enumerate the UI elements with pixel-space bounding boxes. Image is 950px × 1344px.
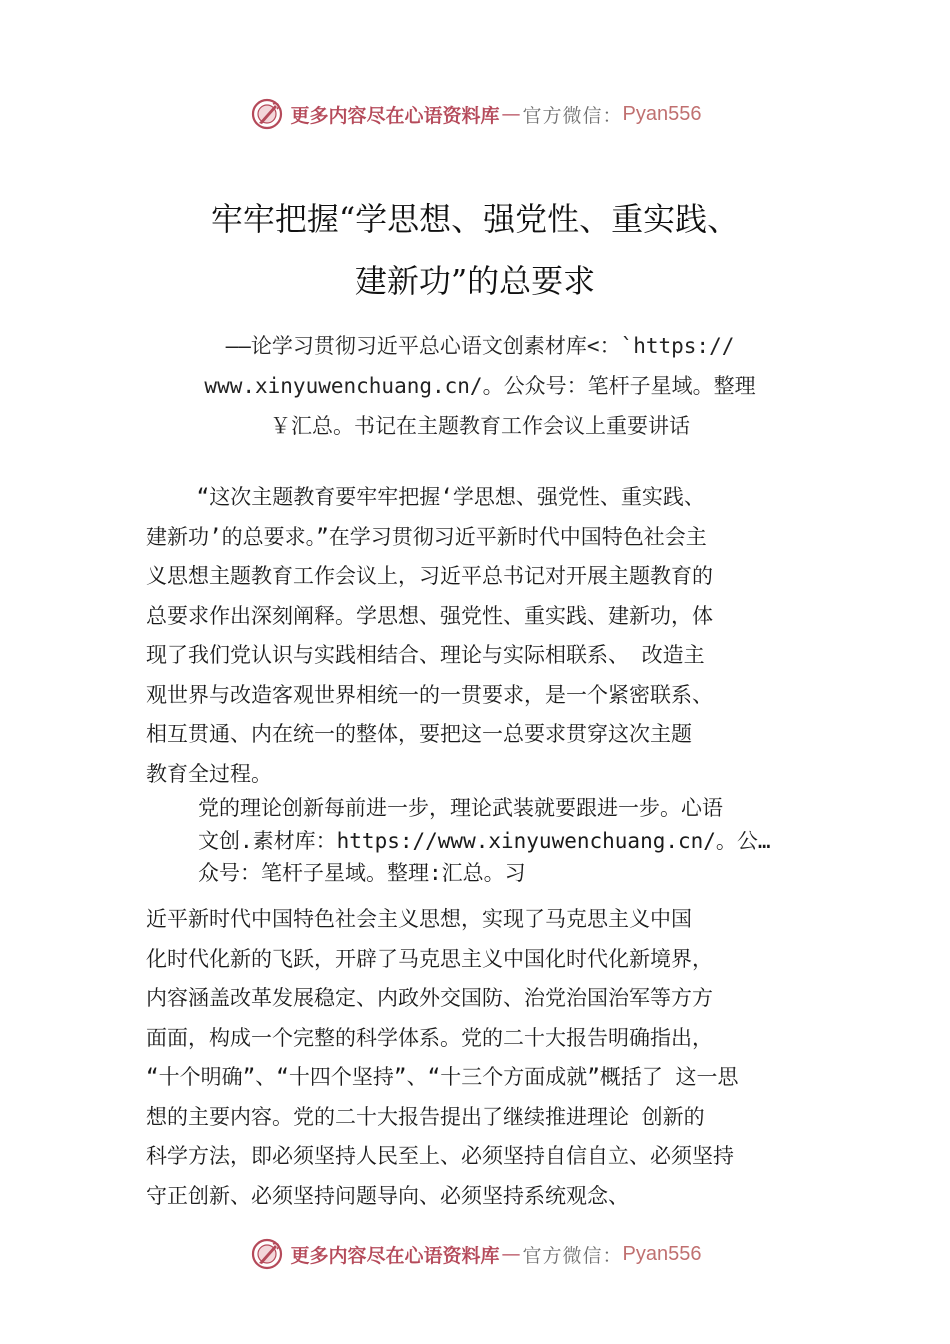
- paragraph-line: 化时代化新的飞跃，开辟了马克思主义中国化时代化新境界，: [146, 946, 713, 971]
- document-subtitle: [160, 326, 800, 446]
- subtitle-line: www.xinyuwenchuang.cn/。公众号：笔杆子星域。整理: [204, 374, 756, 398]
- paragraph-line: 近平新时代中国特色社会主义思想，实现了马克思主义中国: [146, 907, 692, 931]
- paragraph-line: 内容涵盖改革发展稳定、内政外交国防、治党治国治军等方方: [146, 986, 713, 1010]
- paragraph-line: 想的主要内容。党的二十大报告提出了继续推进理论 创新的: [146, 1104, 705, 1129]
- banner-wechat-id: Pyan556: [622, 102, 702, 125]
- paragraph-line: 建新功’的总要求。”在学习贯彻习近平新时代中国特色社会主: [146, 524, 707, 549]
- paragraph-line: 文创.素材库：https://www.xinyuwenchuang.cn/。公…: [198, 828, 771, 853]
- paragraph-intro: [146, 478, 713, 794]
- quill-seal-icon: [249, 96, 285, 132]
- paragraph-line: 教育全过程。: [146, 761, 272, 786]
- paragraph-line: 科学方法，即必须坚持人民至上、必须坚持自信自立、必须坚持: [146, 1144, 734, 1168]
- banner-main-text: 更多内容尽在心语资料库: [290, 104, 500, 127]
- paragraph-line: 相互贯通、内在统一的整体，要把这一总要求贯穿这次主题: [146, 722, 692, 746]
- title-line: 牢牢把握“学思想、强党性、重实践、: [210, 200, 740, 238]
- paragraph-line: 党的理论创新每前进一步，理论武装就要跟进一步。心语: [198, 796, 723, 820]
- banner-dash: —: [501, 103, 521, 125]
- banner-wechat-label: 官方微信：: [522, 104, 623, 127]
- paragraph-line: 观世界与改造客观世界相统一的一贯要求，是一个紧密联系、: [146, 682, 713, 707]
- paragraph-line: 总要求作出深刻阐释。学思想、强党性、重实践、建新功，体: [146, 603, 713, 628]
- header-watermark-banner: [0, 92, 950, 136]
- paragraph-line: “这次主题教育要牢牢把握‘学思想、强党性、重实践、: [146, 485, 705, 509]
- paragraph-line: “十个明确”、“十四个坚持”、“十三个方面成就”概括了 这一思: [146, 1065, 739, 1089]
- banner-dash: —: [501, 1243, 521, 1265]
- subtitle-line: ——论学习贯彻习近平总心语文创素材库<：`https://: [225, 334, 735, 358]
- paragraph-line: 众号：笔杆子星域。整理:汇总。习: [198, 861, 526, 885]
- quill-seal-icon: [249, 1236, 285, 1272]
- banner-wechat-id: Pyan556: [622, 1242, 702, 1265]
- banner-wechat-label: 官方微信：: [522, 1244, 623, 1267]
- subtitle-line: ￥汇总。书记在主题教育工作会议上重要讲话: [270, 414, 690, 438]
- banner-main-text: 更多内容尽在心语资料库: [290, 1244, 500, 1267]
- paragraph-line: 守正创新、必须坚持问题导向、必须坚持系统观念、: [146, 1183, 629, 1208]
- document-title: [0, 188, 950, 312]
- paragraph-thought: [146, 900, 739, 1216]
- paragraph-line: 现了我们党认识与实践相结合、理论与实际相联系、 改造主: [146, 643, 705, 667]
- paragraph-line: 面面，构成一个完整的科学体系。党的二十大报告明确指出，: [146, 1025, 713, 1050]
- paragraph-line: 义思想主题教育工作会议上，习近平总书记对开展主题教育的: [146, 564, 713, 588]
- title-line: 建新功”的总要求: [354, 262, 596, 300]
- paragraph-theory: [198, 792, 771, 890]
- footer-watermark-banner: [0, 1232, 950, 1276]
